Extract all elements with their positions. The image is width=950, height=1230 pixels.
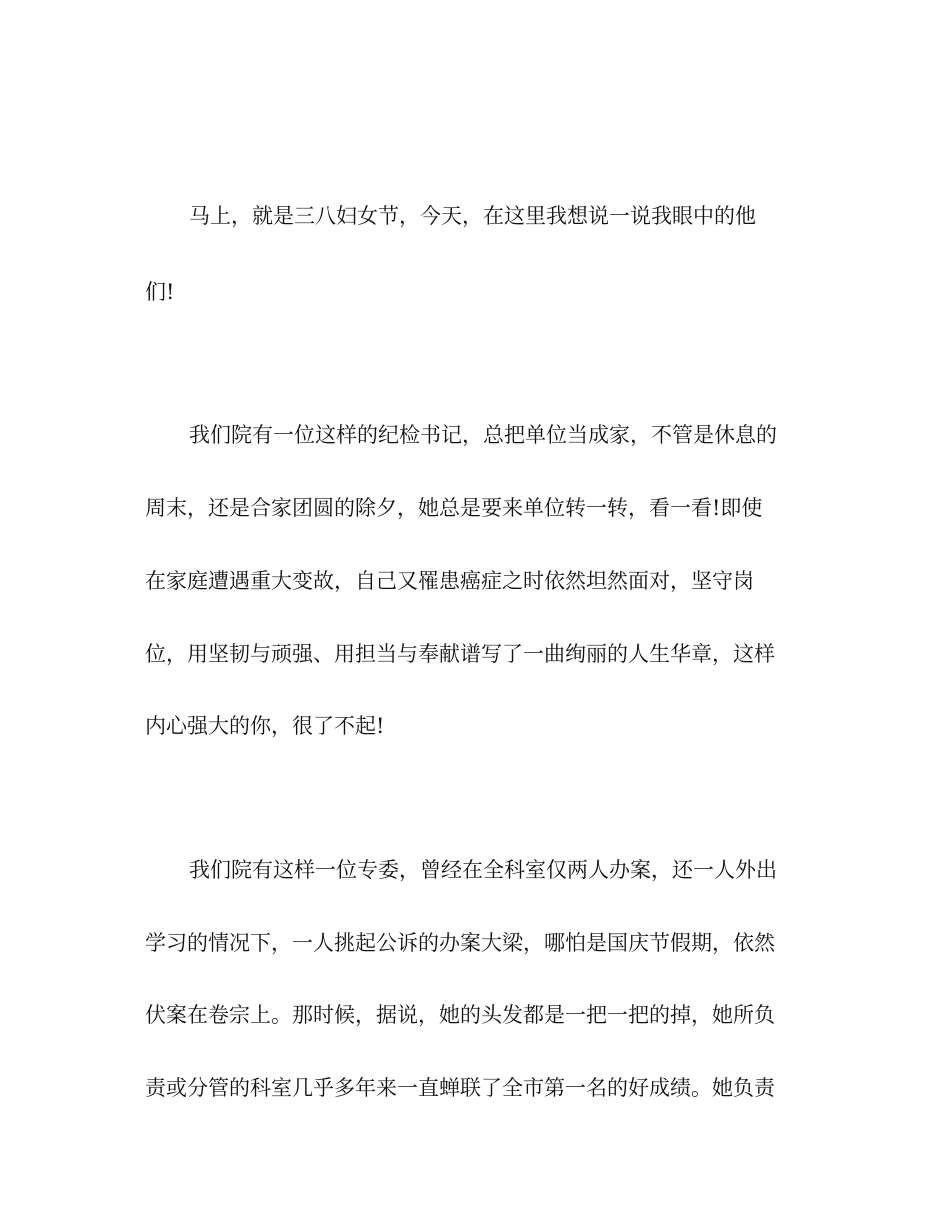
paragraph-2-line-5: 内心强大的你，很了不起! (145, 714, 385, 738)
paragraph-3-line-1: 我们院有这样一位专委，曾经在全科室仅两人办案，还一人外出 (189, 858, 777, 882)
paragraph-3-line-4: 责或分管的科室几乎多年来一直蝉联了全市第一名的好成绩。她负责 (145, 1076, 775, 1100)
paragraph-3-line-2: 学习的情况下，一人挑起公诉的办案大梁，哪怕是国庆节假期，依然 (145, 931, 775, 955)
paragraph-2-line-4: 位，用坚韧与顽强、用担当与奉献谱写了一曲绚丽的人生华章，这样 (145, 642, 775, 666)
paragraph-2-line-1: 我们院有一位这样的纪检书记，总把单位当成家，不管是休息的 (189, 423, 777, 447)
paragraph-3-line-3: 伏案在卷宗上。那时候，据说，她的头发都是一把一把的掉，她所负 (145, 1003, 775, 1027)
paragraph-1-line-1: 马上，就是三八妇女节，今天，在这里我想说一说我眼中的他 (189, 204, 756, 228)
paragraph-1-line-2: 们! (145, 280, 175, 304)
paragraph-2-line-3: 在家庭遭遇重大变故，自己又罹患癌症之时依然坦然面对，坚守岗 (145, 569, 754, 593)
paragraph-2-line-2: 周末，还是合家团圆的除夕，她总是要来单位转一转，看一看!即使 (145, 496, 763, 520)
